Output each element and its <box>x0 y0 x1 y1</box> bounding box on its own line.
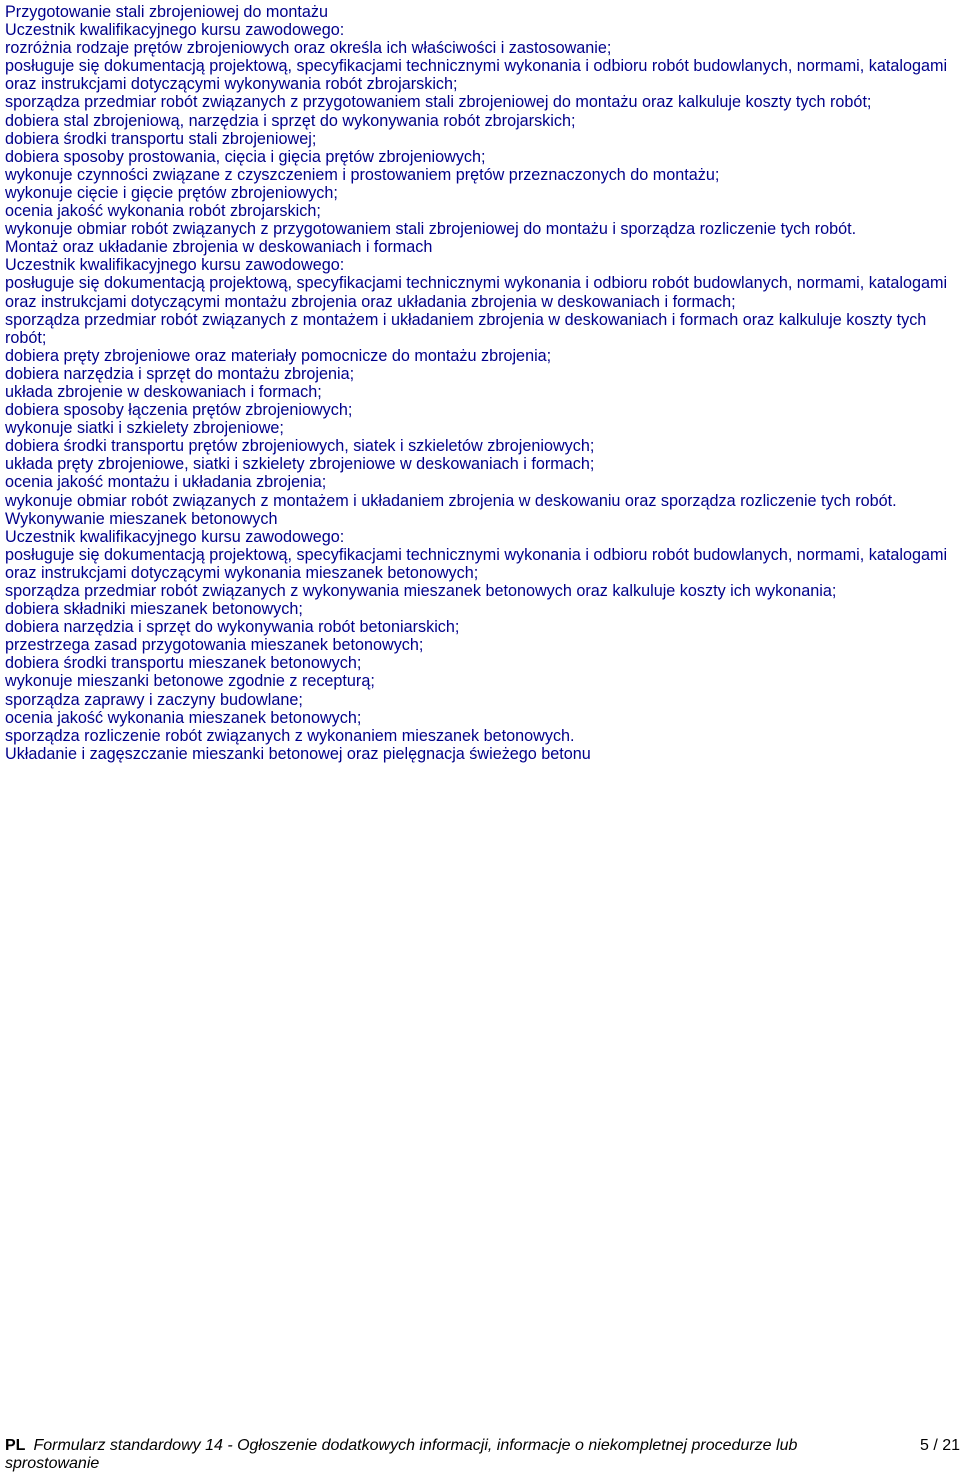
section-intro: Uczestnik kwalifikacyjnego kursu zawodowego: <box>5 527 345 546</box>
page-number: 5 / 21 <box>919 1437 960 1454</box>
list-item: ocenia jakość wykonania mieszanek betonowych; <box>5 708 362 727</box>
list-item: wykonuje obmiar robót związanych z przygotowaniem stali zbrojeniowej do montażu i sporządza rozliczenie tych robót. <box>5 220 857 239</box>
section <box>5 510 950 745</box>
list-item: posługuje się dokumentacją projektową, specyfikacjami technicznymi wykonania i odbioru robót budowlanych, normami, katalogami oraz instrukcjami dotyczącymi wykonania mieszanek betonowych; <box>5 545 948 582</box>
list-item: układa zbrojenie w deskowaniach i formach; <box>5 382 322 401</box>
country-code: PL <box>5 1437 26 1454</box>
list-item: przestrzega zasad przygotowania mieszanek betonowych; <box>5 636 424 655</box>
list-item: sporządza rozliczenie robót związanych z wykonaniem mieszanek betonowych. <box>5 726 575 745</box>
list-item: posługuje się dokumentacją projektową, specyfikacjami technicznymi wykonania i odbioru robót budowlanych, normami, katalogami oraz instrukcjami dotyczącymi montażu zbrojenia oraz układania zbrojenia w deskowaniach i formach; <box>5 274 948 311</box>
section-intro: Uczestnik kwalifikacyjnego kursu zawodowego: <box>5 21 345 40</box>
list-item: wykonuje obmiar robót związanych z montażem i układaniem zbrojenia w deskowaniu oraz sporządza rozliczenie tych robót. <box>5 491 897 510</box>
list-item: sporządza przedmiar robót związanych z montażem i układaniem zbrojenia w deskowaniach i formach oraz kalkuluje koszty tych robót; <box>5 310 927 347</box>
footer-form-info <box>5 1437 885 1473</box>
section <box>5 745 950 763</box>
list-item: sporządza zaprawy i zaczyny budowlane; <box>5 690 303 709</box>
form-title: Formularz standardowy 14 - Ogłoszenie dodatkowych informacji, informacje o niekompletnej procedurze lub sprostowanie <box>5 1437 798 1472</box>
section-title: Wykonywanie mieszanek betonowych <box>5 509 278 528</box>
list-item: wykonuje mieszanki betonowe zgodnie z recepturą; <box>5 672 375 691</box>
document-body <box>5 3 950 763</box>
list-item: ocenia jakość wykonania robót zbrojarskich; <box>5 202 321 221</box>
section-title: Układanie i zagęszczanie mieszanki betonowej oraz pielęgnacja świeżego betonu <box>5 744 591 763</box>
list-item: sporządza przedmiar robót związanych z przygotowaniem stali zbrojeniowej do montażu oraz kalkuluje koszty tych robót; <box>5 93 872 112</box>
list-item: wykonuje siatki i szkielety zbrojeniowe; <box>5 419 284 438</box>
section-title: Montaż oraz układanie zbrojenia w deskowaniach i formach <box>5 238 433 257</box>
list-item: dobiera sposoby łączenia prętów zbrojeniowych; <box>5 401 353 420</box>
list-item: dobiera składniki mieszanek betonowych; <box>5 600 303 619</box>
list-item: dobiera stal zbrojeniową, narzędzia i sprzęt do wykonywania robót zbrojarskich; <box>5 111 576 130</box>
list-item: dobiera środki transportu mieszanek betonowych; <box>5 654 362 673</box>
list-item: dobiera sposoby prostowania, cięcia i gięcia prętów zbrojeniowych; <box>5 147 486 166</box>
list-item: dobiera narzędzia i sprzęt do wykonywania robót betoniarskich; <box>5 618 460 637</box>
list-item: dobiera środki transportu prętów zbrojeniowych, siatek i szkieletów zbrojeniowych; <box>5 437 595 456</box>
list-item: wykonuje czynności związane z czyszczeniem i prostowaniem prętów przeznaczonych do montażu; <box>5 165 720 184</box>
list-item: wykonuje cięcie i gięcie prętów zbrojeniowych; <box>5 183 338 202</box>
list-item: sporządza przedmiar robót związanych z wykonywania mieszanek betonowych oraz kalkuluje koszty ich wykonania; <box>5 582 837 600</box>
section-intro: Uczestnik kwalifikacyjnego kursu zawodowego: <box>5 256 345 275</box>
list-item: dobiera narzędzia i sprzęt do montażu zbrojenia; <box>5 364 355 383</box>
list-item: dobiera pręty zbrojeniowe oraz materiały pomocnicze do montażu zbrojenia; <box>5 346 552 365</box>
list-item: posługuje się dokumentacją projektową, specyfikacjami technicznymi wykonania i odbioru robót budowlanych, normami, katalogami oraz instrukcjami dotyczącymi wykonywania robót zbrojarskich; <box>5 57 948 94</box>
list-item: układa pręty zbrojeniowe, siatki i szkielety zbrojeniowe w deskowaniach i formach; <box>5 455 595 474</box>
list-item: rozróżnia rodzaje prętów zbrojeniowych oraz określa ich właściwości i zastosowanie; <box>5 39 612 58</box>
section-title: Przygotowanie stali zbrojeniowej do montażu <box>5 3 329 21</box>
list-item: ocenia jakość montażu i układania zbrojenia; <box>5 473 327 492</box>
list-item: dobiera środki transportu stali zbrojeniowej; <box>5 129 317 148</box>
section <box>5 3 950 238</box>
section <box>5 238 950 509</box>
